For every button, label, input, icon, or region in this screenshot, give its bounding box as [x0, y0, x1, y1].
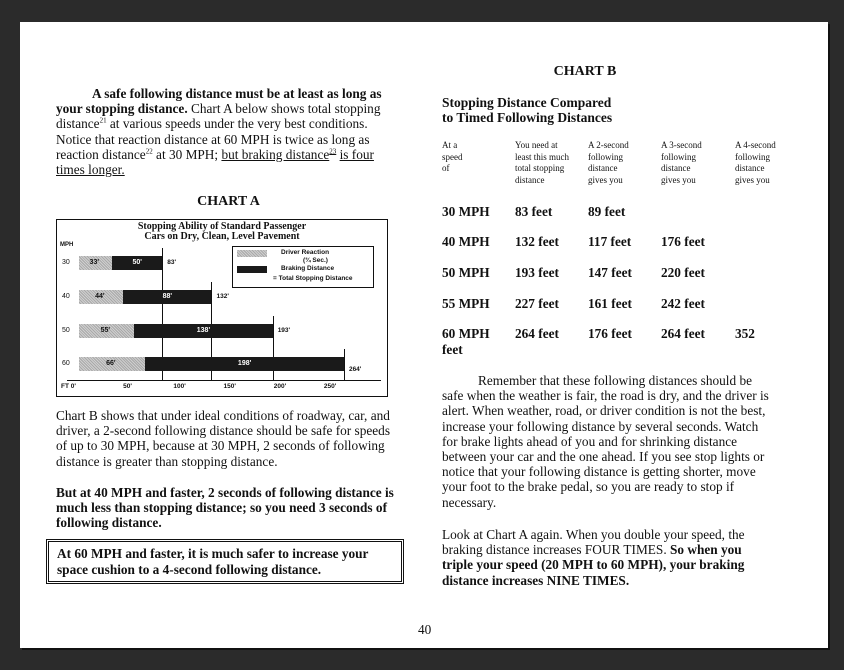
legend-label-reaction-note: (¾ Sec.): [303, 257, 328, 264]
x-tick-label: 100': [173, 383, 186, 390]
table-cell: 30 MPH: [442, 204, 490, 219]
legend-swatch-braking: [237, 266, 267, 273]
total-label: 132': [216, 293, 229, 300]
reaction-label: 44': [95, 293, 105, 300]
braking-bar: 88': [123, 290, 211, 304]
legend-label-reaction: Driver Reaction: [281, 249, 330, 256]
table-cell: 220 feet: [661, 265, 705, 280]
total-marker: [344, 349, 345, 380]
legend-swatch-reaction: [237, 250, 267, 257]
x-tick-label: 50': [123, 383, 132, 390]
table-header: A 4-second following distance gives you: [735, 140, 776, 185]
book-page: [20, 22, 828, 648]
table-cell: 242 feet: [661, 296, 705, 311]
table-cell: 193 feet: [515, 265, 559, 280]
table-cell: 176 feet: [661, 234, 705, 249]
total-label: 193': [277, 327, 291, 334]
x-tick-label: 250': [323, 383, 337, 390]
table-cell: 40 MPH: [442, 234, 490, 249]
chart-b-title: Stopping Distance Compared to Timed Following Distances: [442, 95, 613, 126]
table-cell: 176 feet: [588, 326, 632, 341]
table-header: A 2-second following distance gives you: [588, 140, 629, 185]
chart-legend: [232, 246, 374, 288]
table-header: You need at least this much total stopping distance: [515, 140, 569, 185]
y-tick-label: 40: [62, 293, 70, 300]
table-header: A 3-second following distance gives you: [661, 140, 702, 185]
y-tick-label: 30: [62, 259, 70, 266]
table-cell: 89 feet: [588, 204, 626, 219]
table-cell: 117 feet: [588, 234, 632, 249]
reaction-bar: [79, 324, 134, 338]
reaction-label: 33': [89, 259, 99, 266]
bold-warning-paragraph: But at 40 MPH and faster, 2 seconds of following distance is much less than stopping distance; so you need 3 seconds of following distance.: [56, 485, 394, 531]
total-label: 83': [167, 259, 177, 266]
conditions-paragraph: Remember that these following distances should be safe when the weather is fair, the road is dry, and the driver is alert. When weather, road, or driver condition is not the best, increase your following distance by several seconds. Watch for brake lights ahead of you and for shrinking distance between your car and the one ahead. If you see stop lights or notice that your following distance is getting shorter, move your foot to the brake pedal, so you are ready to stop if necessary.: [442, 373, 769, 510]
y-tick-label: 50: [62, 327, 70, 334]
reaction-label: 66': [106, 360, 116, 367]
chart-a-heading: CHART A: [197, 194, 260, 209]
x-tick-label: 200': [273, 383, 287, 390]
x-tick-label: 150': [223, 383, 236, 390]
table-header: At a speed of: [442, 140, 463, 173]
table-cell: 264 feet: [515, 326, 559, 341]
page-number: 40: [418, 622, 432, 637]
x-axis: [67, 380, 381, 381]
chart-title: Stopping Ability of Standard Passenger Cars on Dry, Clean, Level Pavement: [137, 221, 307, 242]
chart-b-heading: CHART B: [553, 64, 617, 79]
y-tick-label: 60: [62, 360, 70, 367]
chart-b-explanation: Chart B shows that under ideal conditions of roadway, car, and driver, a 2-second following distance should be safe for speeds of up to 30 MPH, because at 30 MPH, 2 seconds of following distance is greater than stopping distance.: [56, 408, 391, 469]
braking-bar: 198': [145, 357, 344, 371]
table-cell: 264 feet: [661, 326, 705, 341]
table-cell: 227 feet: [515, 296, 559, 311]
chart-a-again-paragraph: Look at Chart A again. When you double your speed, the braking distance increases FOUR TIMES. So when you triple your speed (20 MPH to 60 MPH), your braking distance increases NINE TIMES.: [442, 527, 745, 588]
y-axis-label: MPH: [60, 242, 74, 248]
table-cell: 147 feet: [588, 265, 632, 280]
chart-a: [56, 219, 388, 397]
table-cell-wrap: feet: [442, 342, 463, 357]
x-tick-label: FT 0': [61, 383, 76, 390]
legend-label-total: = Total Stopping Distance: [273, 275, 353, 282]
table-cell: 55 MPH: [442, 296, 490, 311]
table-cell: 352: [735, 326, 755, 341]
table-cell: 50 MPH: [442, 265, 490, 280]
legend-label-braking: Braking Distance: [281, 265, 335, 272]
reaction-bar: [79, 256, 112, 270]
braking-bar: 50': [112, 256, 162, 270]
table-cell: 132 feet: [515, 234, 559, 249]
table-cell: 83 feet: [515, 204, 553, 219]
reaction-label: 55': [100, 327, 111, 334]
reaction-bar: [79, 357, 145, 371]
intro-paragraph: A safe following distance must be at least as long as your stopping distance. Chart A below shows total stopping distance$^{21}$ at various speeds under the very best conditions. Notice that reaction distance at 60 MPH is twice as long as reaction distance$^{22}$ at 30 MPH; but braking distance$^{23}$ is four times longer.: [56, 86, 382, 178]
table-cell: 60 MPH: [442, 326, 490, 341]
reaction-bar: [79, 290, 123, 304]
boxed-advice: At 60 MPH and faster, it is much safer to increase your space cushion to a 4-second following distance.: [46, 539, 404, 584]
table-cell: 161 feet: [588, 296, 632, 311]
braking-bar: 138': [134, 324, 273, 338]
total-label: 264': [348, 366, 362, 373]
